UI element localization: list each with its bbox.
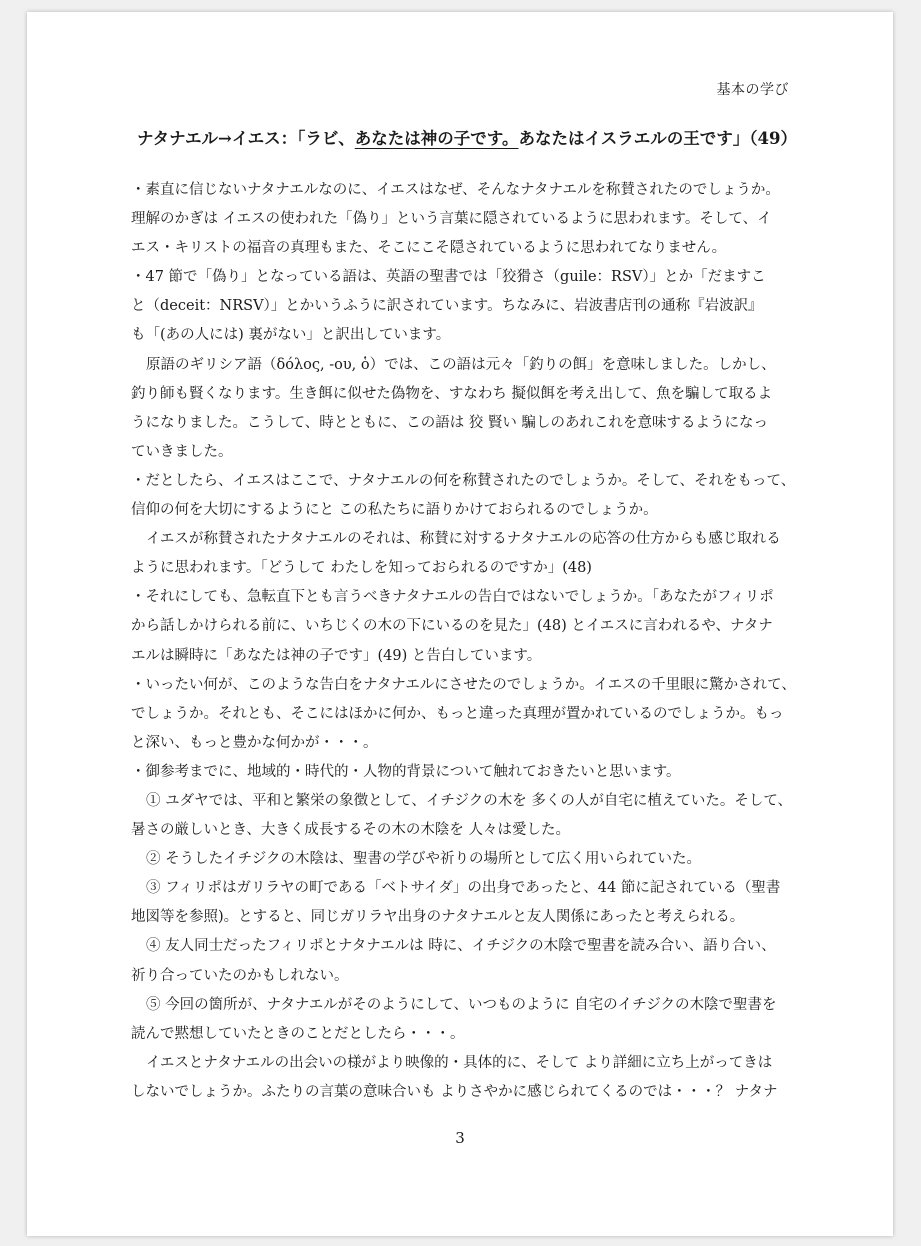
text-line: ・いったい何が、このような告白をナタナエルにさせたのでしょうか。イエスの千里眼に驚かされて、 <box>131 676 796 693</box>
text-line: ように思われます。「どうして わたしを知っておられるのですか」(48) <box>131 560 592 577</box>
body-text <box>131 176 799 1107</box>
text-line: ・47 節で「偽り」となっている語は、英語の聖書では「狡猾さ（guile：RSV）」とか「だますこ <box>131 269 766 286</box>
text-line: ・御参考までに、地域的・時代的・人物的背景について触れておきたいと思います。 <box>131 763 681 780</box>
text-line: 原語のギリシア語（δόλος, -ου, ὁ）では、この語は元々「釣りの餌」を意味しました。しかし、 <box>146 356 776 373</box>
text-line: と深い、もっと豊かな何かが・・・。 <box>131 734 378 751</box>
heading-text-after: あなたはイスラエルの王です」（49） <box>518 129 797 148</box>
text-line: から話しかけられる前に、いちじくの木の下にいるのを見た」(48) とイエスに言われるや、ナタナ <box>131 618 773 635</box>
text-line: ていきました。 <box>131 443 233 460</box>
text-line: イエスが称賛されたナタナエルのそれは、称賛に対するナタナエルの応答の仕方からも感じ取れる <box>146 531 781 548</box>
text-line: 暑さの厳しいとき、大きく成長するその木の木陰を 人々は愛した。 <box>131 822 571 839</box>
document-page <box>27 12 893 1236</box>
heading-text-underlined: あなたは神の子です。 <box>354 129 519 148</box>
text-line: でしょうか。それとも、そこにはほかに何か、もっと違った真理が置かれているのでしょうか。もっ <box>131 705 784 722</box>
text-line: 信仰の何を大切にするようにと この私たちに語りかけておられるのでしょうか。 <box>131 502 658 519</box>
text-line: 釣り師も賢くなります。生き餌に似せた偽物を、すなわち 擬似餌を考え出して、魚を騙して取るよ <box>131 385 773 402</box>
text-line: うになりました。こうして、時とともに、この語は 狡 賢い 騙しのあれこれを意味するようになっ <box>131 414 769 431</box>
heading-text-before: ナタナエル→イエス：「ラビ、 <box>137 129 355 148</box>
text-line: エス・キリストの福音の真理もまた、そこにこそ隠されているように思われてなりません。 <box>131 240 727 257</box>
text-line: ・だとしたら、イエスはここで、ナタナエルの何を称賛されたのでしょうか。そして、それをもって、 <box>131 472 796 489</box>
text-line: 理解のかぎは イエスの使われた「偽り」という言葉に隠されているように思われます。そして、イ <box>131 211 772 228</box>
text-line: 地図等を参照)。とすると、同じガリラヤ出身のナタナエルと友人関係にあったと考えられる。 <box>131 909 745 926</box>
text-line: 祈り合っていたのかもしれない。 <box>131 967 349 984</box>
text-line: ⑤ 今回の箇所が、ナタナエルがそのようにして、いつものように 自宅のイチジクの木陰で聖書を <box>146 996 777 1013</box>
text-line: と（deceit：NRSV）」とかいうふうに訳されています。ちなみに、岩波書店刊の通称『岩波訳』 <box>131 298 763 315</box>
text-line: イエスとナタナエルの出会いの様がより映像的・具体的に、そして より詳細に立ち上がってきは <box>146 1054 773 1071</box>
text-line: しないでしょうか。ふたりの言葉の意味合いも よりさやかに感じられてくるのでは・・・？ ナタナ <box>131 1083 778 1100</box>
text-line: ③ フィリポはガリラヤの町である「ベトサイダ」の出身であったと、44 節に記されている（聖書 <box>146 880 781 897</box>
running-head: 基本の学び <box>716 82 789 98</box>
page-number: 3 <box>455 1129 465 1147</box>
text-line: も「(あの人には) 裏がない」と訳出しています。 <box>131 327 451 344</box>
text-line: ・それにしても、急転直下とも言うべきナタナエルの告白ではないでしょうか。「あなたがフィリポ <box>131 589 774 606</box>
text-line: ① ユダヤでは、平和と繁栄の象徴として、イチジクの木を 多くの人が自宅に植えていた。そして、 <box>146 792 793 809</box>
text-line: ・素直に信じないナタナエルなのに、イエスはなぜ、そんなナタナエルを称賛されたのでしょうか。 <box>131 182 780 198</box>
section-heading <box>137 125 797 149</box>
text-line: ④ 友人同士だったフィリポとナタナエルは 時に、イチジクの木陰で聖書を読み合い、語り合い、 <box>146 938 776 955</box>
text-line: ② そうしたイチジクの木陰は、聖書の学びや祈りの場所として広く用いられていた。 <box>146 851 702 868</box>
text-line: 読んで黙想していたときのことだとしたら・・・。 <box>131 1025 465 1042</box>
text-line: エルは瞬時に「あなたは神の子です」(49) と告白しています。 <box>131 647 542 664</box>
